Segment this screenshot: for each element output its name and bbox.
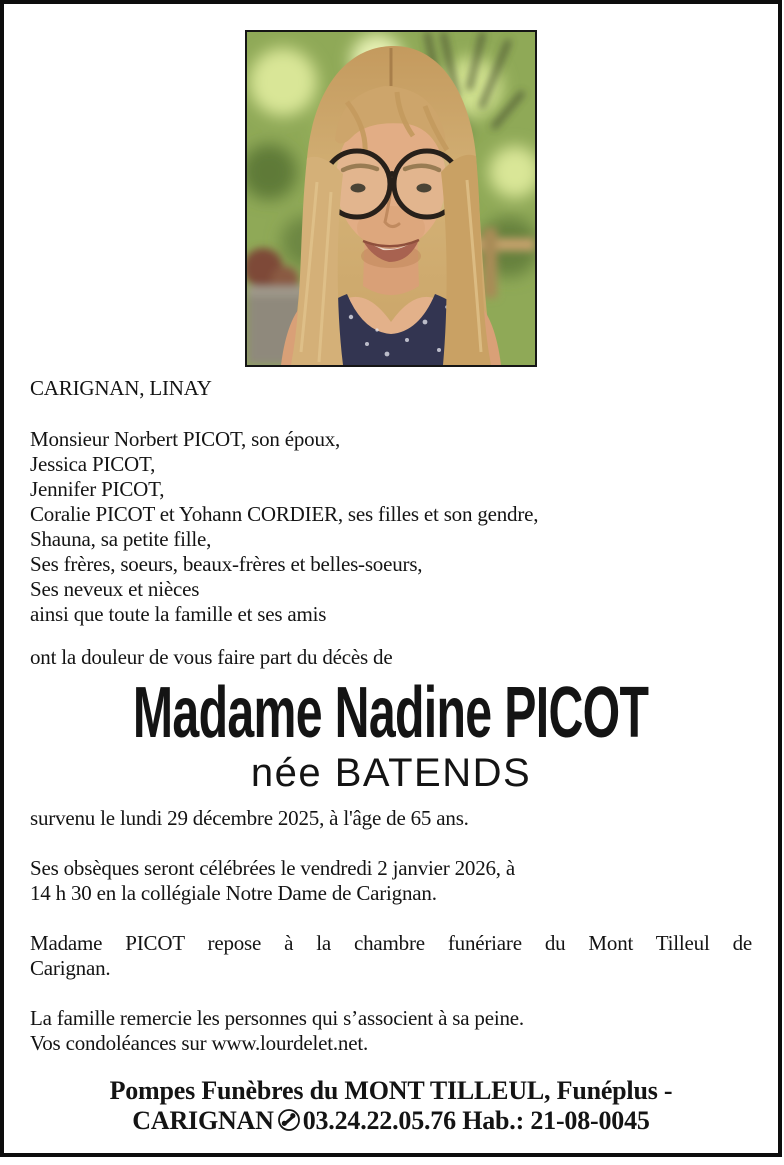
- funeral-info: [30, 856, 752, 906]
- thanks-line: La famille remercie les personnes qui s’associent à sa peine.: [30, 1006, 524, 1030]
- family-line: Coralie PICOT et Yohann CORDIER, ses filles et son gendre,: [30, 502, 539, 526]
- announcement-line: ont la douleur de vous faire part du décès de: [30, 645, 393, 669]
- funeral-home-city: CARIGNAN: [132, 1106, 274, 1135]
- family-line: Ses frères, soeurs, beaux-frères et belles-soeurs,: [30, 552, 423, 576]
- funeral-home-contact: [30, 1106, 752, 1136]
- thanks-info: [30, 1006, 752, 1056]
- funeral-line: Ses obsèques seront célébrées le vendredi 2 janvier 2026, à: [30, 856, 516, 880]
- portrait-illustration: [247, 32, 535, 365]
- license-number: Hab.: 21-08-0045: [462, 1106, 650, 1135]
- family-line: Ses neveux et nièces: [30, 577, 200, 601]
- photo-container: [4, 30, 778, 367]
- funeral-home-footer: [30, 1076, 752, 1136]
- portrait-photo: [245, 30, 537, 367]
- family-list: [30, 427, 752, 627]
- family-line: Jessica PICOT,: [30, 452, 156, 476]
- location-header: CARIGNAN, LINAY: [30, 376, 212, 400]
- phone-icon: [277, 1108, 301, 1132]
- funeral-line: 14 h 30 en la collégiale Notre Dame de Carignan.: [30, 881, 437, 905]
- repose-line: Madame PICOT repose à la chambre funériare du Mont Tilleul de: [30, 931, 752, 955]
- funeral-home-name: Pompes Funèbres du MONT TILLEUL, Funéplus -: [109, 1076, 673, 1105]
- family-line: ainsi que toute la famille et ses amis: [30, 602, 327, 626]
- deceased-name-container: [30, 672, 752, 753]
- repose-line: Carignan.: [30, 956, 111, 980]
- family-line: Monsieur Norbert PICOT, son époux,: [30, 427, 341, 451]
- phone-number: 03.24.22.05.76: [302, 1106, 456, 1135]
- death-date-line: survenu le lundi 29 décembre 2025, à l'âge de 65 ans.: [30, 806, 469, 830]
- family-line: Shauna, sa petite fille,: [30, 527, 212, 551]
- maiden-name: née BATENDS: [250, 751, 532, 795]
- repose-info: [30, 931, 752, 981]
- family-line: Jennifer PICOT,: [30, 477, 165, 501]
- deceased-name: Madame Nadine PICOT: [133, 672, 649, 753]
- notice-content: [4, 376, 778, 1136]
- condolences-line: Vos condoléances sur www.lourdelet.net.: [30, 1031, 369, 1055]
